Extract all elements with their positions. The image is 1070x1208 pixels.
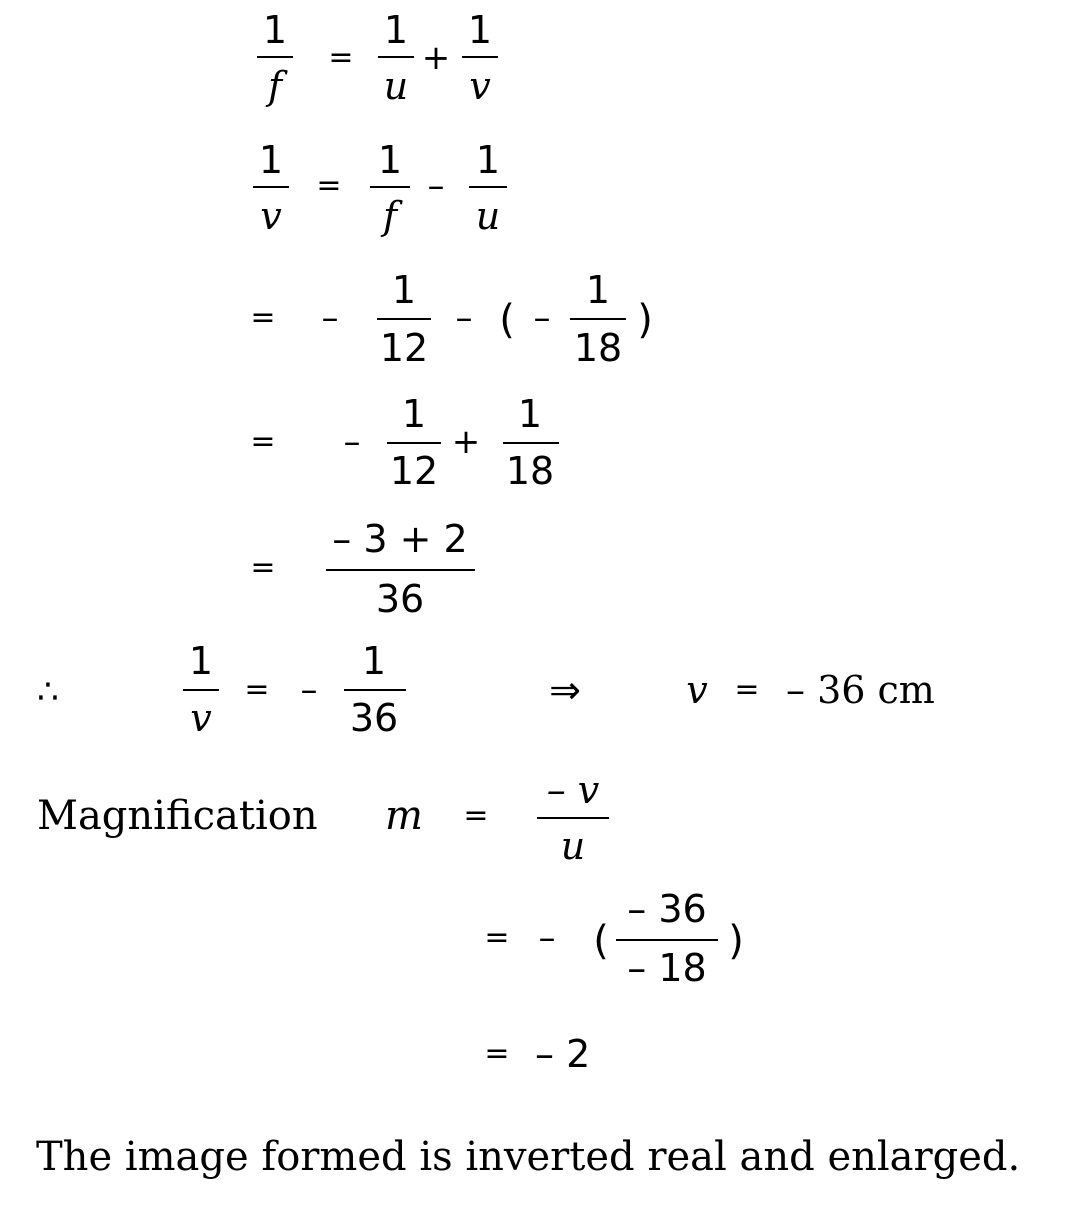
variable-v: v <box>686 668 708 712</box>
fraction-bar <box>253 186 289 188</box>
equals-sign: = <box>328 40 354 75</box>
denominator: 18 <box>573 326 623 370</box>
numerator: 1 <box>361 639 387 683</box>
denominator: v <box>469 64 491 108</box>
equals-sign: = <box>484 920 510 955</box>
denominator: – 18 <box>627 946 707 990</box>
equals-sign: = <box>250 550 276 585</box>
denominator: 12 <box>379 326 429 370</box>
minus-sign: – <box>538 918 556 958</box>
numerator: 1 <box>585 268 611 312</box>
fraction-bar <box>616 939 718 941</box>
denominator: 12 <box>389 449 439 493</box>
fraction-bar <box>503 442 559 444</box>
equals-sign: = <box>244 672 270 707</box>
numerator: – 36 <box>627 887 707 931</box>
minus-sign: – <box>427 166 445 206</box>
fraction-bar <box>378 56 414 58</box>
equals-sign: = <box>250 424 276 459</box>
right-parenthesis: ) <box>728 918 744 964</box>
denominator: 36 <box>349 696 399 740</box>
implies-arrow: ⇒ <box>549 668 581 712</box>
fraction-bar <box>377 318 431 320</box>
minus-sign: – <box>533 298 551 338</box>
magnification-label: Magnification <box>37 793 318 839</box>
numerator: – v <box>546 768 600 812</box>
numerator: 1 <box>467 8 493 52</box>
fraction-bar <box>370 186 410 188</box>
denominator: f <box>382 194 398 238</box>
minus-sign: – <box>455 298 473 338</box>
fraction-bar <box>326 569 475 571</box>
numerator: 1 <box>188 639 214 683</box>
numerator: 1 <box>383 8 409 52</box>
equals-sign: = <box>316 168 342 203</box>
denominator: u <box>560 824 586 868</box>
minus-sign: – <box>300 670 318 710</box>
image-distance-value: – 36 cm <box>786 668 935 712</box>
numerator: – 3 + 2 <box>332 517 468 561</box>
denominator: v <box>190 696 212 740</box>
plus-sign: + <box>451 422 481 462</box>
denominator: u <box>475 194 501 238</box>
equals-sign: = <box>734 672 760 707</box>
fraction-bar <box>462 56 498 58</box>
denominator: u <box>383 64 409 108</box>
fraction-bar <box>183 689 219 691</box>
minus-sign: – <box>343 422 361 462</box>
plus-sign: + <box>421 38 451 78</box>
conclusion-text: The image formed is inverted real and enlarged. <box>36 1134 1021 1180</box>
denominator: v <box>260 194 282 238</box>
equals-sign: = <box>463 798 489 833</box>
left-parenthesis: ( <box>499 297 515 343</box>
fraction-bar <box>387 442 441 444</box>
fraction-bar <box>570 318 626 320</box>
numerator: 1 <box>262 8 288 52</box>
denominator: 18 <box>505 449 555 493</box>
numerator: 1 <box>391 268 417 312</box>
numerator: 1 <box>475 138 501 182</box>
fraction-bar <box>469 186 507 188</box>
variable-m: m <box>385 793 423 839</box>
equals-sign: = <box>484 1036 510 1071</box>
fraction-bar <box>537 817 609 819</box>
therefore-symbol: ∴ <box>37 672 59 712</box>
left-parenthesis: ( <box>593 918 609 964</box>
equals-sign: = <box>250 300 276 335</box>
fraction-bar <box>344 689 406 691</box>
magnification-value: – 2 <box>535 1032 591 1076</box>
fraction-bar <box>257 56 293 58</box>
numerator: 1 <box>377 138 403 182</box>
numerator: 1 <box>401 392 427 436</box>
numerator: 1 <box>517 392 543 436</box>
numerator: 1 <box>258 138 284 182</box>
minus-sign: – <box>321 298 339 338</box>
denominator: 36 <box>375 577 425 621</box>
right-parenthesis: ) <box>637 297 653 343</box>
denominator: f <box>267 64 283 108</box>
